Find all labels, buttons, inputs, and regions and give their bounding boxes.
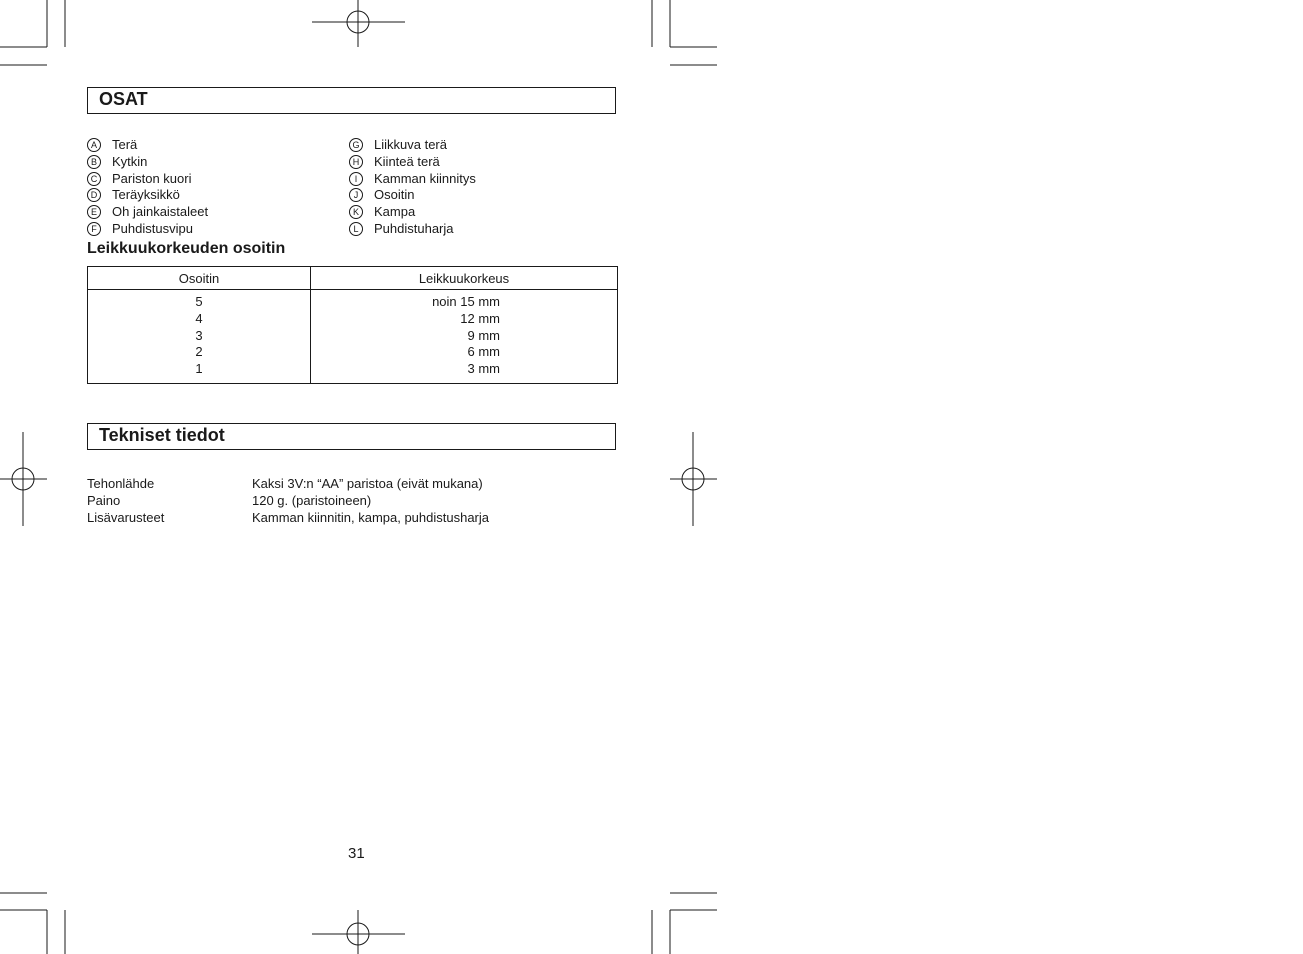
part-item: [349, 171, 476, 188]
spec-label: Tehonlähde: [87, 476, 155, 491]
part-label: Pariston kuori: [112, 170, 192, 186]
spec-row: [87, 492, 489, 509]
page-number: 31: [348, 845, 365, 862]
part-letter-badge: L: [349, 222, 363, 236]
part-letter-badge: H: [349, 155, 363, 169]
parts-list-left: [87, 137, 208, 238]
part-letter-badge: J: [349, 188, 363, 202]
tekniset-heading: Tekniset tiedot: [87, 423, 616, 450]
settings-column: [88, 290, 311, 384]
indicator-setting: 2: [195, 344, 203, 360]
part-label: Kytkin: [112, 153, 148, 169]
cutting-height-value: noin 15 mm: [432, 294, 500, 309]
part-letter-badge: E: [87, 205, 101, 219]
part-item: [87, 137, 208, 154]
part-label: Terä: [112, 137, 138, 152]
part-letter-badge: I: [349, 172, 363, 186]
cutting-height-value: 12 mm: [460, 310, 500, 326]
part-label: Kiinteä terä: [374, 153, 440, 169]
part-letter-badge: G: [349, 138, 363, 152]
part-label: Teräyksikkö: [112, 187, 180, 203]
spec-value: 120 g. (paristoineen): [252, 493, 372, 508]
spec-value: Kaksi 3V:n “AA” paristoa (eivät mukana): [252, 476, 483, 491]
table-header-row: [88, 267, 618, 290]
part-label: Puhdistuharja: [374, 220, 454, 236]
part-letter-badge: A: [87, 138, 101, 152]
indicator-title: Leikkuukorkeuden osoitin: [87, 240, 286, 257]
part-label: Puhdistusvipu: [112, 220, 193, 236]
heights-column: [311, 290, 618, 384]
specs-list: [87, 475, 489, 526]
spec-row: [87, 475, 489, 492]
part-item: [87, 187, 208, 204]
part-letter-badge: B: [87, 155, 101, 169]
part-letter-badge: C: [87, 172, 101, 186]
part-item: [349, 137, 476, 154]
part-letter-badge: K: [349, 205, 363, 219]
part-label: Kamman kiinnitys: [374, 170, 476, 186]
indicator-setting: 1: [195, 361, 203, 377]
osat-heading: OSAT: [87, 87, 616, 114]
spec-value: Kamman kiinnitin, kampa, puhdistusharja: [252, 510, 490, 525]
parts-list-right: [349, 137, 476, 238]
part-item: [349, 187, 476, 204]
spec-row: [87, 509, 489, 526]
part-item: [349, 154, 476, 171]
indicator-setting: 3: [195, 327, 203, 343]
table-row: [88, 290, 618, 384]
part-item: [87, 204, 208, 221]
header-indicator: Osoitin: [88, 267, 311, 290]
cutting-height-value: 3 mm: [467, 361, 500, 377]
part-label: Kampa: [374, 204, 416, 220]
part-label: Osoitin: [374, 187, 415, 203]
part-item: [349, 204, 476, 221]
spec-label: Paino: [87, 493, 121, 508]
part-item: [87, 221, 208, 238]
part-item: [87, 171, 208, 188]
header-cutting-height: Leikkuukorkeus: [311, 267, 618, 290]
part-item: [87, 154, 208, 171]
indicator-setting: 5: [195, 294, 203, 309]
part-letter-badge: F: [87, 222, 101, 236]
part-label: Oh jainkaistaleet: [112, 204, 209, 220]
part-item: [349, 221, 476, 238]
cutting-height-value: 6 mm: [467, 344, 500, 360]
cutting-height-table: [87, 266, 618, 384]
part-letter-badge: D: [87, 188, 101, 202]
indicator-setting: 4: [195, 310, 203, 326]
part-label: Liikkuva terä: [374, 137, 447, 152]
cutting-height-value: 9 mm: [467, 327, 500, 343]
spec-label: Lisävarusteet: [87, 510, 165, 525]
